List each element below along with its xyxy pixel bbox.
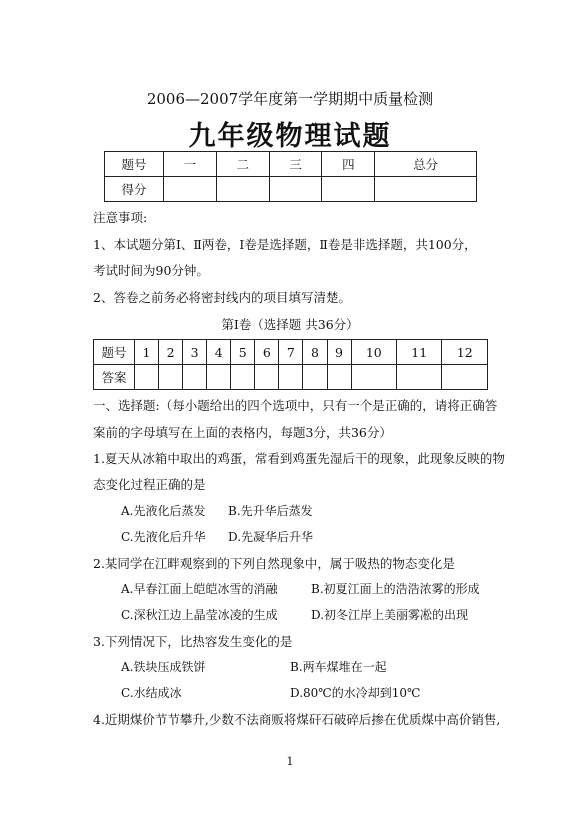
answer-number-cell: 11 xyxy=(397,340,442,365)
exam-title: 九年级物理试题 xyxy=(188,121,392,152)
score-header-cell: 一 xyxy=(164,152,217,177)
q3-option-a: A.铁块压成铁饼 xyxy=(121,660,206,674)
q3-option-b: B.两车煤堆在一起 xyxy=(290,660,387,674)
section-instruction: 一、选择题:（每小题给出的四个选项中，只有一个是正确的，请将正确答 xyxy=(93,398,498,413)
score-cell[interactable] xyxy=(164,177,217,202)
answer-number-cell: 9 xyxy=(327,340,351,365)
q1-option-b: B.先升华后蒸发 xyxy=(228,504,313,518)
score-table-score-row xyxy=(105,177,477,202)
answer-number-cell: 4 xyxy=(207,340,231,365)
note-item-1-cont: 考试时间为90分钟。 xyxy=(93,263,209,278)
answer-cell[interactable] xyxy=(327,365,351,390)
answer-number-cell: 3 xyxy=(183,340,207,365)
note-item-1: 1、本试题分第Ⅰ、Ⅱ两卷，Ⅰ卷是选择题，Ⅱ卷是非选择题，共100分， xyxy=(93,237,477,252)
score-table xyxy=(104,151,477,202)
answer-cell[interactable] xyxy=(303,365,327,390)
q3-option-c: C.水结成冰 xyxy=(121,686,182,700)
answer-table xyxy=(93,339,488,390)
score-table-header-row xyxy=(105,152,477,177)
answer-cell[interactable] xyxy=(351,365,396,390)
answer-number-cell: 10 xyxy=(351,340,396,365)
score-cell[interactable] xyxy=(216,177,269,202)
answer-number-cell: 5 xyxy=(231,340,255,365)
q2-option-d: D.初冬江岸上美丽雾凇的出现 xyxy=(311,608,469,622)
answer-cell[interactable] xyxy=(397,365,442,390)
question-1-cont: 态变化过程正确的是 xyxy=(93,477,206,492)
score-header-cell: 三 xyxy=(269,152,322,177)
question-1: 1.夏天从冰箱中取出的鸡蛋，常看到鸡蛋先湿后干的现象，此现象反映的物 xyxy=(93,451,505,466)
q1-option-d: D.先凝华后升华 xyxy=(228,530,314,544)
answer-number-cell: 2 xyxy=(159,340,183,365)
answer-number-cell: 7 xyxy=(279,340,303,365)
answer-cell[interactable] xyxy=(255,365,279,390)
answer-cell[interactable] xyxy=(183,365,207,390)
q1-option-c: C.先液化后升华 xyxy=(121,530,206,544)
answer-number-cell: 6 xyxy=(255,340,279,365)
answer-cell[interactable] xyxy=(135,365,159,390)
answer-cell[interactable] xyxy=(231,365,255,390)
answer-table-header-row xyxy=(94,340,488,365)
score-row-label: 得分 xyxy=(105,177,164,202)
q1-option-a: A.先液化后蒸发 xyxy=(121,504,206,518)
answer-number-cell: 8 xyxy=(303,340,327,365)
score-header-cell: 总分 xyxy=(375,152,477,177)
section-instruction-cont: 案前的字母填写在上面的表格内，每题3分，共36分） xyxy=(93,425,392,440)
answer-table-answer-row xyxy=(94,365,488,390)
answer-header-label: 题号 xyxy=(94,340,135,365)
answer-cell[interactable] xyxy=(279,365,303,390)
note-item-2: 2、答卷之前务必将密封线内的项目填写清楚。 xyxy=(93,290,351,305)
answer-row-label: 答案 xyxy=(94,365,135,390)
answer-number-cell: 12 xyxy=(442,340,488,365)
q2-option-c: C.深秋江边上晶莹冰凌的生成 xyxy=(121,608,278,622)
score-header-cell: 二 xyxy=(216,152,269,177)
score-cell[interactable] xyxy=(375,177,477,202)
answer-number-cell: 1 xyxy=(135,340,159,365)
score-cell[interactable] xyxy=(322,177,375,202)
question-4: 4.近期煤价节节攀升,少数不法商贩将煤矸石破碎后掺在优质煤中高价销售, xyxy=(93,712,501,727)
score-header-cell: 四 xyxy=(322,152,375,177)
question-2: 2.某同学在江畔观察到的下列自然现象中，属于吸热的物态变化是 xyxy=(93,556,455,571)
question-3: 3.下列情况下，比热容发生变化的是 xyxy=(93,634,293,649)
q2-option-b: B.初夏江面上的浩浩浓雾的形成 xyxy=(311,582,480,596)
exam-subtitle: 2006—2007学年度第一学期期中质量检测 xyxy=(146,90,434,108)
score-cell[interactable] xyxy=(269,177,322,202)
section-title: 第Ⅰ卷（选择题 共36分） xyxy=(221,317,359,332)
notes-heading: 注意事项: xyxy=(93,210,148,225)
answer-cell[interactable] xyxy=(207,365,231,390)
score-header-cell: 题号 xyxy=(105,152,164,177)
answer-cell[interactable] xyxy=(159,365,183,390)
page-number: 1 xyxy=(286,755,294,768)
answer-cell[interactable] xyxy=(442,365,488,390)
q3-option-d: D.80℃的水冷却到10℃ xyxy=(290,686,421,700)
q2-option-a: A.早春江面上皑皑冰雪的消融 xyxy=(121,582,278,596)
